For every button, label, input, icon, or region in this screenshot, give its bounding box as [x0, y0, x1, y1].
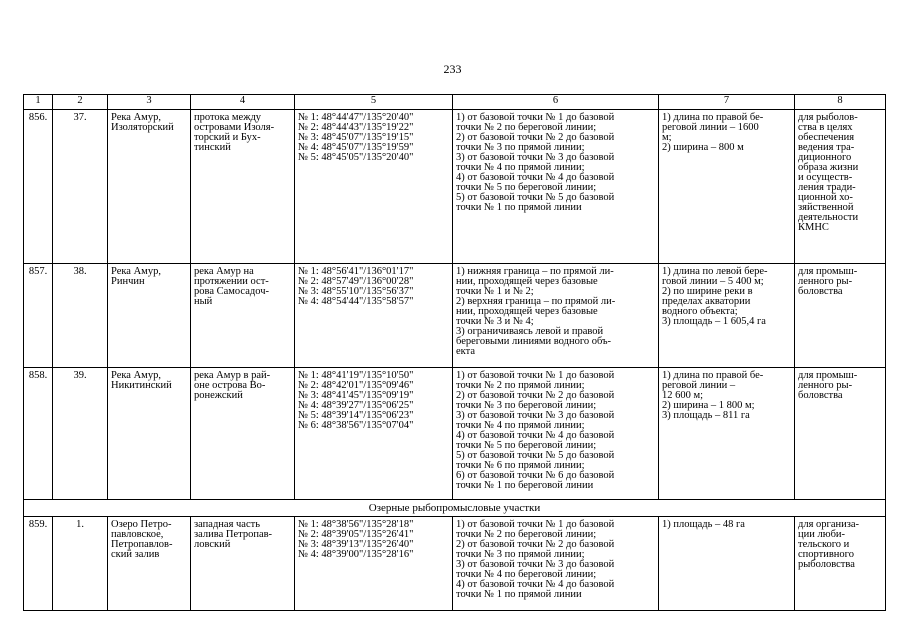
purpose-cell: [795, 517, 886, 611]
cell-line: 1) от базовой точки № 1 до базовой: [456, 519, 615, 530]
cell-line: 2) верхняя граница – по прямой ли-: [456, 296, 616, 307]
column-header: 6: [453, 95, 659, 110]
column-header: 4: [191, 95, 295, 110]
cell-line: точки № 1 по прямой линии: [456, 589, 582, 600]
cell-line: деятельности: [798, 212, 859, 223]
cell-line: говой линии – 5 400 м;: [662, 276, 764, 287]
area-number-cell: 38.: [53, 264, 108, 368]
cell-line: точки № 3 и № 4;: [456, 316, 534, 327]
cell-line: № 1: 48°56'41"/136°01'17": [298, 266, 414, 277]
boundaries-cell: [453, 517, 659, 611]
cell-line: 1) длина по правой бе-: [662, 370, 764, 381]
section-row: [24, 500, 886, 517]
cell-line: Ринчин: [111, 276, 145, 287]
cell-line: № 4: 48°39'27"/135°06'25": [298, 400, 414, 411]
cell-line: ведения тра-: [798, 142, 855, 153]
cell-line: обеспечения: [798, 132, 855, 143]
cell-line: № 1: 48°41'19"/135°10'50": [298, 370, 414, 381]
cell-line: 4) от базовой точки № 4 до базовой: [456, 579, 615, 590]
cell-line: № 2: 48°42'01"/135°09'46": [298, 380, 414, 391]
cell-line: м;: [662, 132, 672, 143]
cell-line: 2) ширина – 1 800 м;: [662, 400, 755, 411]
row-number-cell: 857.: [24, 264, 53, 368]
cell-line: 1) от базовой точки № 1 до базовой: [456, 112, 615, 123]
water-body-cell: [108, 368, 191, 500]
cell-line: КМНС: [798, 222, 829, 233]
column-header: 7: [659, 95, 795, 110]
cell-line: береговыми линиями водного объ-: [456, 336, 612, 347]
area-location-cell: [191, 517, 295, 611]
cell-line: нии, проходящей через базовые: [456, 306, 598, 317]
cell-line: № 5: 48°39'14"/135°06'23": [298, 410, 414, 421]
cell-line: № 2: 48°39'05"/135°26'41": [298, 529, 414, 540]
cell-line: точки № 6 по прямой линии;: [456, 460, 585, 471]
cell-line: рыболовства: [798, 559, 855, 570]
cell-line: точки № 2 по береговой линии;: [456, 122, 597, 133]
cell-line: 3) ограничиваясь левой и правой: [456, 326, 604, 337]
cell-line: пределах акватории: [662, 296, 751, 307]
cell-line: № 2: 48°44'43"/135°19'22": [298, 122, 414, 133]
purpose-cell: [795, 368, 886, 500]
cell-line: западная часть: [194, 519, 261, 530]
area-number-cell: 37.: [53, 110, 108, 264]
cell-line: № 1: 48°38'56"/135°28'18": [298, 519, 414, 530]
cell-line: № 3: 48°39'13"/135°26'40": [298, 539, 414, 550]
cell-line: точки № 1 и № 2;: [456, 286, 534, 297]
cell-line: 1) длина по левой бере-: [662, 266, 768, 277]
base-points-cell: [295, 110, 453, 264]
boundaries-cell: [453, 368, 659, 500]
dimensions-cell: [659, 368, 795, 500]
cell-line: нии, проходящей через базовые: [456, 276, 598, 287]
cell-line: Река Амур,: [111, 266, 161, 277]
cell-line: 1) от базовой точки № 1 до базовой: [456, 370, 615, 381]
cell-line: 3) площадь – 1 605,4 га: [662, 316, 766, 327]
cell-line: реговой линии –: [662, 380, 736, 391]
cell-line: тельского и: [798, 539, 850, 550]
cell-line: река Амур на: [194, 266, 254, 277]
cell-line: тинский: [194, 142, 231, 153]
dimensions-cell: [659, 264, 795, 368]
boundaries-cell: [453, 110, 659, 264]
cell-line: 3) площадь – 811 га: [662, 410, 750, 421]
cell-line: точки № 4 по прямой линии;: [456, 162, 585, 173]
dimensions-cell: [659, 517, 795, 611]
cell-line: № 3: 48°45'07"/135°19'15": [298, 132, 414, 143]
cell-line: точки № 1 по береговой линии: [456, 480, 594, 491]
cell-line: Изоляторский: [111, 122, 174, 133]
cell-line: ленного ры-: [798, 276, 853, 287]
cell-line: № 4: 48°45'07"/135°19'59": [298, 142, 414, 153]
cell-line: 3) от базовой точки № 3 до базовой: [456, 410, 615, 421]
cell-line: 12 600 м;: [662, 390, 704, 401]
area-location-cell: [191, 110, 295, 264]
cell-line: протока между: [194, 112, 262, 123]
table-header-row: [24, 95, 886, 110]
column-header: 1: [24, 95, 53, 110]
cell-line: и осуществ-: [798, 172, 853, 183]
water-body-cell: [108, 264, 191, 368]
cell-line: точки № 4 по береговой линии;: [456, 569, 597, 580]
cell-line: Петропавлов-: [111, 539, 173, 550]
cell-line: екта: [456, 346, 476, 357]
section-title: Озерные рыбопромысловые участки: [24, 500, 886, 517]
cell-line: 1) нижняя граница – по прямой ли-: [456, 266, 614, 277]
cell-line: 2) от базовой точки № 2 до базовой: [456, 132, 615, 143]
cell-line: № 2: 48°57'49"/136°00'28": [298, 276, 414, 287]
cell-line: Озеро Петро-: [111, 519, 172, 530]
cell-line: диционного: [798, 152, 852, 163]
cell-line: 1) площадь – 48 га: [662, 519, 745, 530]
table-row: [24, 517, 886, 611]
cell-line: Река Амур,: [111, 370, 161, 381]
purpose-cell: [795, 264, 886, 368]
cell-line: ский залив: [111, 549, 160, 560]
cell-line: № 3: 48°41'45"/135°09'19": [298, 390, 414, 401]
cell-line: № 3: 48°55'10"/135°56'37": [298, 286, 414, 297]
area-number-cell: 39.: [53, 368, 108, 500]
cell-line: оне острова Во-: [194, 380, 266, 391]
cell-line: 2) от базовой точки № 2 до базовой: [456, 390, 615, 401]
cell-line: для организа-: [798, 519, 860, 530]
row-number-cell: 856.: [24, 110, 53, 264]
cell-line: точки № 3 по прямой линии;: [456, 142, 585, 153]
column-header: 2: [53, 95, 108, 110]
water-body-cell: [108, 517, 191, 611]
table-row: [24, 368, 886, 500]
cell-line: № 6: 48°38'56"/135°07'04": [298, 420, 414, 431]
area-location-cell: [191, 368, 295, 500]
cell-line: 4) от базовой точки № 4 до базовой: [456, 430, 615, 441]
cell-line: точки № 3 по береговой линии;: [456, 400, 597, 411]
area-location-cell: [191, 264, 295, 368]
area-number-cell: 1.: [53, 517, 108, 611]
dimensions-cell: [659, 110, 795, 264]
cell-line: реговой линии – 1600: [662, 122, 759, 133]
cell-line: река Амур в рай-: [194, 370, 271, 381]
cell-line: Река Амур,: [111, 112, 161, 123]
base-points-cell: [295, 264, 453, 368]
table-row: [24, 264, 886, 368]
cell-line: точки № 3 по прямой линии;: [456, 549, 585, 560]
fishing-areas-table: [23, 94, 886, 611]
cell-line: рова Самосадоч-: [194, 286, 269, 297]
row-number-cell: 859.: [24, 517, 53, 611]
base-points-cell: [295, 368, 453, 500]
cell-line: № 4: 48°39'00"/135°28'16": [298, 549, 414, 560]
cell-line: точки № 1 по прямой линии: [456, 202, 582, 213]
cell-line: 3) от базовой точки № 3 до базовой: [456, 559, 615, 570]
cell-line: ный: [194, 296, 213, 307]
cell-line: для рыболов-: [798, 112, 858, 123]
cell-line: ции люби-: [798, 529, 846, 540]
cell-line: ловский: [194, 539, 231, 550]
cell-line: точки № 5 по береговой линии;: [456, 182, 597, 193]
purpose-cell: [795, 110, 886, 264]
cell-line: 3) от базовой точки № 3 до базовой: [456, 152, 615, 163]
cell-line: 2) по ширине реки в: [662, 286, 753, 297]
cell-line: боловства: [798, 286, 843, 297]
cell-line: 5) от базовой точки № 5 до базовой: [456, 450, 615, 461]
cell-line: № 1: 48°44'47"/135°20'40": [298, 112, 414, 123]
cell-line: Никитинский: [111, 380, 172, 391]
cell-line: водного объекта;: [662, 306, 738, 317]
cell-line: ленного ры-: [798, 380, 853, 391]
cell-line: точки № 5 по береговой линии;: [456, 440, 597, 451]
cell-line: 1) длина по правой бе-: [662, 112, 764, 123]
cell-line: для промыш-: [798, 266, 858, 277]
table-row: [24, 110, 886, 264]
cell-line: ления тради-: [798, 182, 856, 193]
cell-line: 6) от базовой точки № 6 до базовой: [456, 470, 615, 481]
cell-line: точки № 2 по береговой линии;: [456, 529, 597, 540]
cell-line: ства в целях: [798, 122, 853, 133]
cell-line: спортивного: [798, 549, 854, 560]
cell-line: ционной хо-: [798, 192, 853, 203]
water-body-cell: [108, 110, 191, 264]
cell-line: № 5: 48°45'05"/135°20'40": [298, 152, 414, 163]
cell-line: 4) от базовой точки № 4 до базовой: [456, 172, 615, 183]
cell-line: № 4: 48°54'44"/135°58'57": [298, 296, 414, 307]
cell-line: для промыш-: [798, 370, 858, 381]
page-number: 233: [443, 62, 462, 76]
cell-line: точки № 4 по прямой линии;: [456, 420, 585, 431]
column-header: 3: [108, 95, 191, 110]
cell-line: 2) ширина – 800 м: [662, 142, 744, 153]
cell-line: островами Изоля-: [194, 122, 275, 133]
cell-line: 2) от базовой точки № 2 до базовой: [456, 539, 615, 550]
row-number-cell: 858.: [24, 368, 53, 500]
cell-line: точки № 2 по прямой линии;: [456, 380, 585, 391]
cell-line: протяжении ост-: [194, 276, 269, 287]
cell-line: ронежский: [194, 390, 243, 401]
cell-line: залива Петропав-: [194, 529, 273, 540]
cell-line: торский и Бух-: [194, 132, 261, 143]
cell-line: зяйственной: [798, 202, 854, 213]
column-header: 8: [795, 95, 886, 110]
boundaries-cell: [453, 264, 659, 368]
cell-line: образа жизни: [798, 162, 859, 173]
cell-line: павловское,: [111, 529, 164, 540]
base-points-cell: [295, 517, 453, 611]
cell-line: боловства: [798, 390, 843, 401]
cell-line: 5) от базовой точки № 5 до базовой: [456, 192, 615, 203]
column-header: 5: [295, 95, 453, 110]
